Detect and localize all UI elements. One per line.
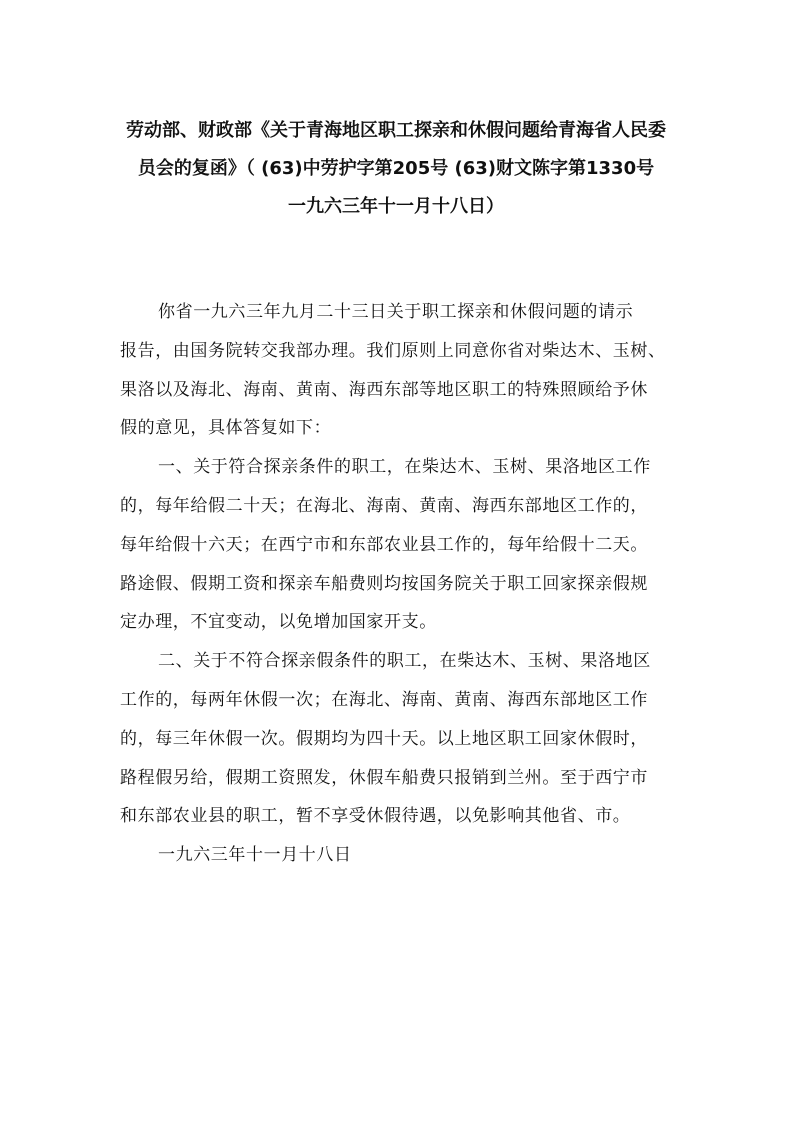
body-line: 一、关于符合探亲条件的职工，在柴达木、玉树、果洛地区工作 xyxy=(158,457,651,478)
body-line: 定办理，不宜变动，以免增加国家开支。 xyxy=(120,612,437,633)
body-line: 的，每年给假二十天；在海北、海南、黄南、海西东部地区工作的， xyxy=(120,495,648,516)
body-line: 和东部农业县的职工，暂不享受休假待遇，以免影响其他省、市。 xyxy=(120,806,631,827)
paragraph-request-reply xyxy=(120,293,676,448)
title-line: 员会的复函》（ (63)中劳护字第205号 (63)财文陈字第1330号 xyxy=(137,158,655,179)
body-line: 果洛以及海北、海南、黄南、海西东部等地区职工的特殊照顾给予休 xyxy=(120,379,648,400)
body-line: 每年给假十六天；在西宁市和东部农业县工作的，每年给假十二天。 xyxy=(120,534,648,555)
body-line: 工作的，每两年休假一次；在海北、海南、黄南、海西东部地区工作 xyxy=(120,689,648,710)
title-line: 劳动部、财政部《关于青海地区职工探亲和休假问题给青海省人民委 xyxy=(126,120,666,141)
title-line: 一九六三年十一月十八日） xyxy=(288,196,504,217)
body-line: 报告，由国务院转交我部办理。我们原则上同意你省对柴达木、玉树、 xyxy=(120,340,666,361)
document-title xyxy=(96,112,696,226)
document-date xyxy=(120,836,676,875)
date-line: 一九六三年十一月十八日 xyxy=(158,845,352,866)
body-line: 二、关于不符合探亲假条件的职工，在柴达木、玉树、果洛地区 xyxy=(158,651,651,672)
paragraph-vacation xyxy=(120,642,676,836)
body-line: 的，每三年休假一次。假期均为四十天。以上地区职工回家休假时， xyxy=(120,728,648,749)
body-line: 路程假另给，假期工资照发，休假车船费只报销到兰州。至于西宁市 xyxy=(120,767,648,788)
paragraph-home-leave xyxy=(120,448,676,642)
body-line: 路途假、假期工资和探亲车船费则均按国务院关于职工回家探亲假规 xyxy=(120,573,648,594)
body-line: 你省一九六三年九月二十三日关于职工探亲和休假问题的请示 xyxy=(158,302,634,322)
document-body xyxy=(120,293,676,875)
body-line: 假的意见，具体答复如下： xyxy=(120,418,332,439)
